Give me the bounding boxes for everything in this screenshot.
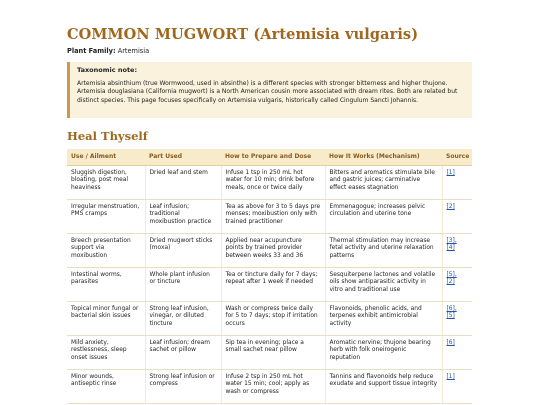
cell-mechanism: Bitters and aromatics stimulate bile and gastric juices; carminative effect eases stagnation bbox=[325, 165, 442, 199]
cell-use: Intestinal worms, parasites bbox=[67, 267, 145, 301]
source-link[interactable]: [2] bbox=[446, 279, 455, 286]
cell-prep: Tea or tincture daily for 7 days; repeat after 1 week if needed bbox=[221, 267, 325, 301]
header-source: Source bbox=[442, 149, 472, 165]
table-row bbox=[67, 199, 472, 233]
cell-part: Dried mugwort sticks (moxa) bbox=[145, 233, 221, 267]
cell-mechanism: Flavonoids, phenolic acids, and terpenes exhibit antimicrobial activity bbox=[325, 301, 442, 335]
taxonomic-note-heading: Taxonomic note: bbox=[77, 66, 138, 74]
header-mechanism: How It Works (Mechanism) bbox=[325, 149, 442, 165]
cell-source bbox=[442, 233, 472, 267]
cell-source bbox=[442, 335, 472, 369]
source-link[interactable]: [5] bbox=[446, 313, 455, 320]
cell-use: Minor wounds, antiseptic rinse bbox=[67, 369, 145, 403]
table-row bbox=[67, 267, 472, 301]
plant-family bbox=[67, 47, 149, 55]
cell-part: Leaf infusion; traditional moxibustion practice bbox=[145, 199, 221, 233]
cell-part: Whole plant infusion or tincture bbox=[145, 267, 221, 301]
cell-mechanism: Sesquiterpene lactones and volatile oils show antiparasitic activity in vitro and traditional use bbox=[325, 267, 442, 301]
source-link[interactable]: [3], bbox=[446, 237, 457, 244]
source-link[interactable]: [1] bbox=[446, 373, 455, 380]
remedies-table bbox=[67, 149, 472, 404]
cell-mechanism: Thermal stimulation may increase fetal activity and uterine relaxation patterns bbox=[325, 233, 442, 267]
cell-use: Breech presentation support via moxibustion bbox=[67, 233, 145, 267]
table-row bbox=[67, 165, 472, 199]
cell-prep: Applied near acupuncture points by trained provider between weeks 33 and 36 bbox=[221, 233, 325, 267]
source-link[interactable]: [6], bbox=[446, 305, 457, 312]
plant-family-label: Plant Family: bbox=[67, 47, 116, 55]
page-title: COMMON MUGWORT (Artemisia vulgaris) bbox=[67, 26, 419, 43]
header-part: Part Used bbox=[145, 149, 221, 165]
section-title: Heal Thyself bbox=[67, 129, 148, 143]
cell-source bbox=[442, 165, 472, 199]
source-link[interactable]: [5], bbox=[446, 271, 457, 278]
cell-source bbox=[442, 369, 472, 403]
cell-prep: Infuse 2 tsp in 250 mL hot water 15 min; cool; apply as wash or compress bbox=[221, 369, 325, 403]
cell-source bbox=[442, 199, 472, 233]
table-header-row bbox=[67, 149, 472, 165]
cell-use: Topical minor fungal or bacterial skin issues bbox=[67, 301, 145, 335]
cell-part: Strong leaf infusion or compress bbox=[145, 369, 221, 403]
table-row bbox=[67, 301, 472, 335]
cell-part: Strong leaf infusion, vinegar, or diluted tincture bbox=[145, 301, 221, 335]
table-row bbox=[67, 233, 472, 267]
source-link[interactable]: [4] bbox=[446, 245, 455, 252]
cell-source bbox=[442, 301, 472, 335]
source-link[interactable]: [2] bbox=[446, 203, 455, 210]
taxonomic-note bbox=[67, 62, 472, 118]
cell-use: Irregular menstruation, PMS cramps bbox=[67, 199, 145, 233]
cell-prep: Tea as above for 3 to 5 days pre menses; moxibustion only with trained practitioner bbox=[221, 199, 325, 233]
header-prep: How to Prepare and Dose bbox=[221, 149, 325, 165]
source-link[interactable]: [6] bbox=[446, 339, 455, 346]
source-link[interactable]: [1] bbox=[446, 169, 455, 176]
table-row bbox=[67, 335, 472, 369]
cell-mechanism: Tannins and flavonoids help reduce exudate and support tissue integrity bbox=[325, 369, 442, 403]
plant-family-value: Artemisia bbox=[117, 47, 150, 55]
cell-prep: Sip tea in evening; place a small sachet near pillow bbox=[221, 335, 325, 369]
cell-use: Mild anxiety, restlessness, sleep onset issues bbox=[67, 335, 145, 369]
cell-part: Leaf infusion; dream sachet or pillow bbox=[145, 335, 221, 369]
cell-mechanism: Emmenagogue; increases pelvic circulation and uterine tone bbox=[325, 199, 442, 233]
table-row bbox=[67, 369, 472, 403]
header-use: Use / Ailment bbox=[67, 149, 145, 165]
cell-source bbox=[442, 267, 472, 301]
cell-prep: Wash or compress twice daily for 5 to 7 days; stop if irritation occurs bbox=[221, 301, 325, 335]
cell-mechanism: Aromatic nervine; thujone bearing herb with folk oneirogenic reputation bbox=[325, 335, 442, 369]
taxonomic-note-text: Artemisia absinthium (true Wormwood, used in absinthe) is a different species with stronger bitterness and higher thujone. Artemisia douglasiana (California mugwort) is a North American cousin more associated with dream rites. Both are related but distinct species. This page focuses specifically on Artemisia vulgaris, historically called Cingulum Sancti Johannis. bbox=[77, 80, 458, 104]
cell-part: Dried leaf and stem bbox=[145, 165, 221, 199]
cell-use: Sluggish digestion, bloating, post meal heaviness bbox=[67, 165, 145, 199]
cell-prep: Infuse 1 tsp in 250 mL hot water for 10 min; drink before meals, once or twice daily bbox=[221, 165, 325, 199]
